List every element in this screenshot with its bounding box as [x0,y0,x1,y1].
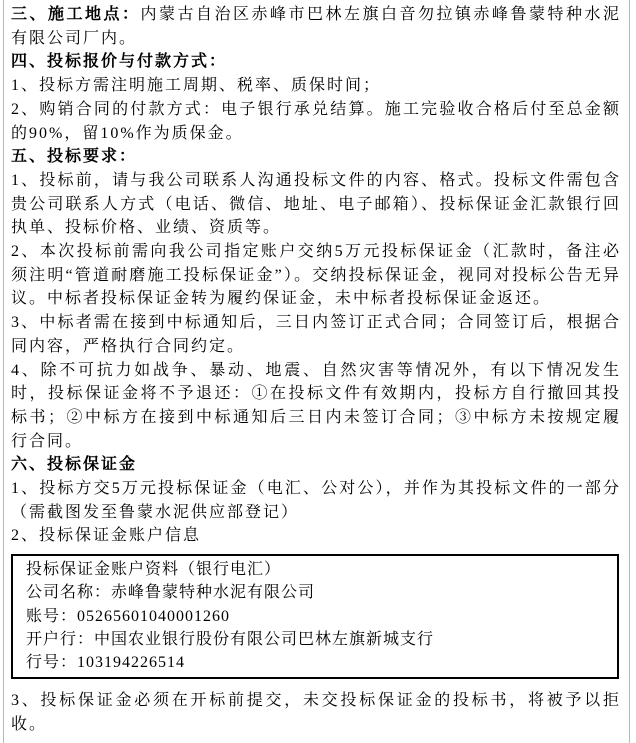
company-name-label: 公司名称： [26,584,112,602]
section-deposit-heading: 六、投标保证金 [11,456,138,474]
deposit-item-3: 3、投标保证金必须在开标前提交，未交投标保证金的投标书，将被予以拒收。 [11,692,621,733]
section-quotation-heading: 四、投标报价与付款方式： [11,53,228,71]
deposit-account-box [11,554,619,679]
company-name-value: 赤峰鲁蒙特种水泥有限公司 [111,584,316,602]
bank-code-label: 行号： [26,653,78,671]
section-location-heading: 三、施工地点： [11,6,141,23]
section-requirements-heading: 五、投标要求： [11,148,138,166]
document-page [3,0,630,743]
opening-bank-label: 开户行： [26,630,95,648]
section-requirements-heading-row [11,145,621,169]
quotation-item-1: 1、投标方需注明施工周期、税率、质保时间； [11,77,382,95]
section-deposit-heading-row [11,453,621,477]
bank-code-value: 103194226514 [77,653,186,671]
opening-bank-value: 中国农业银行股份有限公司巴林左旗新城支行 [94,630,435,648]
account-box-bankcode-row [26,651,609,674]
requirements-item-4: 4、除不可抗力如战争、暴动、地震、自然灾害等情况外，有以下情况发生时，投标保证金将不予退还：①在投标文件有效期内，投标方自行撤回其投标书；②中标方在接到中标通知后三日内未签订合同；③中标方未按规定履行合同。 [11,361,621,450]
section-location-text: 内蒙古自治区赤峰市巴林左旗白音勿拉镇赤峰鲁蒙特种水泥有限公司厂内。 [11,6,621,47]
section-quotation-heading-row [11,50,621,74]
deposit-item-2: 2、投标保证金账户信息 [11,527,202,545]
requirements-item-1: 1、投标前，请与我公司联系人沟通投标文件的内容、格式。投标文件需包含贵公司联系人方式（电话、微信、地址、电子邮箱）、投标保证金汇款银行回执单、投标价格、业绩、资质等。 [11,171,621,237]
account-box-bank-row [26,628,609,651]
requirements-item-3: 3、中标者需在接到中标通知后，三日内签订正式合同；合同签订后，根据合同内容，严格执行合同约定。 [11,314,621,355]
requirements-item-2: 2、本次投标前需向我公司指定账户交纳5万元投标保证金（汇款时，备注必须注明“管道耐磨施工投标保证金”）。交纳投标保证金，视同对投标公告无异议。中标者投标保证金转为履约保证金，未中标者投标保证金返还。 [11,243,621,308]
account-number-label: 账号： [26,607,78,625]
deposit-item-1: 1、投标方交5万元投标保证金（电汇、公对公），并作为其投标文件的一部分（需截图发至鲁蒙水泥供应部登记） [11,480,621,521]
account-number-value: 05265601040001260 [77,607,231,625]
account-box-account-row [26,605,609,628]
quotation-item-2: 2、购销合同的付款方式：电子银行承兑结算。施工完验收合格后付至总金额的90%，留10%作为质保金。 [11,100,621,142]
account-box-title: 投标保证金账户资料（银行电汇） [26,561,282,579]
account-box-company-row [26,581,609,604]
section-location-paragraph [11,3,621,50]
